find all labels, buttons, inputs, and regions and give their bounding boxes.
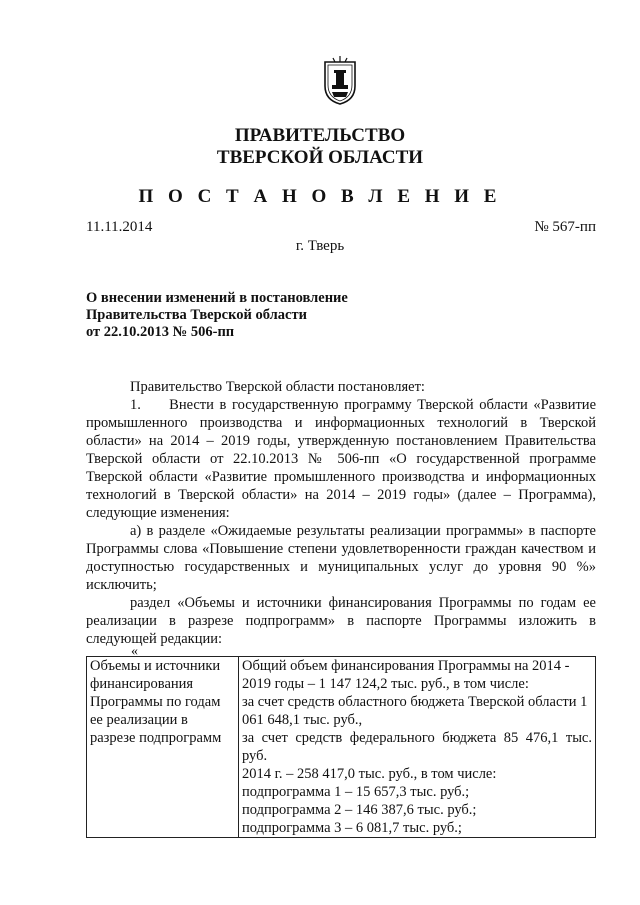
government-title-line1: ПРАВИТЕЛЬСТВО	[234, 125, 406, 146]
financing-line: 2014 г. – 258 417,0 тыс. руб., в том числе:	[242, 766, 497, 782]
financing-line: Общий объем финансирования Программы на 2014 - 2019 годы – 1 147 124,2 тыс. руб., в том числе:	[242, 658, 570, 692]
body-paragraph-1: 1. Внести в государственную программу Тверской области «Развитие промышленного производства и информационных технологий в Тверской области» на 2014 – 2019 годы, утвержденную постановлением Правительства Тверской области от 22.10.2013 № 506-пп «О государственной программе Тверской области «Развитие промышленного производства и информационных технологий в Тверской области» на 2014 – 2019 годы» (далее – Программа), следующие изменения:	[86, 397, 596, 521]
subject-line1: О внесении изменений в постановление	[86, 290, 348, 306]
financing-label-cell: Объемы и источники финансирования Программы по годам ее реализации в разрезе подпрограмм	[87, 657, 239, 838]
document-date: 11.11.2014	[86, 219, 153, 235]
body-intro: Правительство Тверской области постановляет:	[130, 379, 425, 395]
financing-line: за счет средств областного бюджета Тверской области 1 061 648,1 тыс. руб.,	[242, 694, 588, 728]
subject-line3: от 22.10.2013 № 506-пп	[86, 324, 235, 340]
document-city: г. Тверь	[295, 238, 345, 254]
coat-of-arms-icon	[323, 56, 357, 106]
document-type-title: П О С Т А Н О В Л Е Н И Е	[138, 186, 502, 207]
quote-mark: «	[131, 644, 138, 659]
financing-line: подпрограмма 1 – 15 657,3 тыс. руб.;	[242, 784, 470, 800]
document-number: № 567-пп	[534, 219, 596, 235]
subject-line2: Правительства Тверской области	[86, 307, 307, 323]
financing-line: подпрограмма 3 – 6 081,7 тыс. руб.;	[242, 820, 462, 836]
financing-table	[86, 656, 596, 838]
body-paragraph-3: раздел «Объемы и источники финансирования Программы по годам ее реализации в разрезе подпрограмм» в паспорте Программы изложить в следующей редакции:	[86, 595, 596, 647]
table-row	[87, 657, 596, 838]
financing-values-cell	[239, 657, 596, 838]
government-title-line2: ТВЕРСКОЙ ОБЛАСТИ	[216, 147, 424, 168]
financing-line: за счет средств федерального бюджета 85 476,1 тыс. руб.	[242, 730, 592, 764]
document-body	[86, 378, 596, 648]
financing-line: подпрограмма 2 – 146 387,6 тыс. руб.;	[242, 802, 477, 818]
document-subject	[86, 290, 348, 341]
body-paragraph-2: а) в разделе «Ожидаемые результаты реализации программы» в паспорте Программы слова «Повышение степени удовлетворенности граждан качеством и доступностью государственных и муниципальных услуг до уровня 90 %» исключить;	[86, 523, 596, 593]
